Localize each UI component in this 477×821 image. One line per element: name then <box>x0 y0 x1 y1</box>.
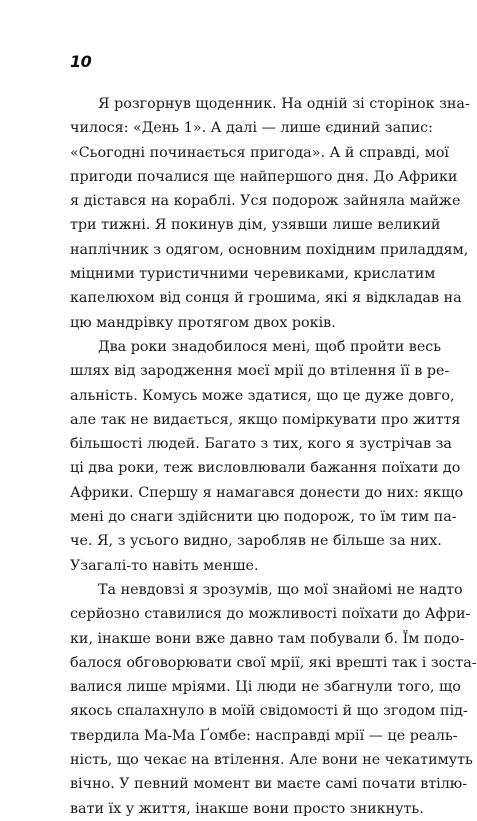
text-line: вічно. У певний момент ви маєте самі почати втілю- <box>70 776 468 793</box>
text-line: якось спалахнуло в моїй свідомості й що згодом під- <box>70 703 468 720</box>
text-line: ність, що чекає на втілення. Але вони не чекатимуть <box>70 752 473 769</box>
paragraph-1 <box>70 92 470 335</box>
body-text <box>70 92 477 821</box>
paragraph-2 <box>70 335 464 578</box>
text-line: чилося: «День 1». А далі — лише єдиний запис: <box>70 120 433 137</box>
text-line: валися лише мріями. Ці люди не збагнули того, що <box>70 679 461 696</box>
text-line: більшості людей. Багато з тих, кого я зустрічав за <box>70 436 452 453</box>
text-line: цю мандрівку протягом двох років. <box>70 314 336 331</box>
text-line: Узагалі-то навіть менше. <box>70 557 259 574</box>
text-line: капелюхом від сонця й грошима, які я відкладав на <box>70 290 462 307</box>
text-line: мені до снаги здійснити цю подорож, то їм тим па- <box>70 509 457 526</box>
text-line: Я розгорнув щоденник. На одній зі сторінок зна- <box>98 96 470 112</box>
text-line: міцними туристичними черевиками, крислатим <box>70 266 436 283</box>
text-line: ці два роки, теж висловлювали бажання поїхати до <box>70 460 461 477</box>
text-line: шлях від зародження моєї мрії до втілення її в ре- <box>70 363 450 380</box>
text-line: твердила Ма-Ма Ґомбе: насправді мрії — це реаль- <box>70 727 458 744</box>
text-line: ки, інакше вони вже давно там побували б. Їм подо- <box>70 630 465 647</box>
page-number: 10 <box>70 52 92 71</box>
text-line: три тижні. Я покинув дім, узявши лише великий <box>70 217 441 234</box>
text-line: серйозно ставилися до можливості поїхати до Афри- <box>70 606 471 623</box>
text-line: пригоди почалися ще найпершого дня. До Африки <box>70 168 458 185</box>
text-line: Два роки знадобилося мені, щоб пройти весь <box>98 338 442 355</box>
text-line: Африки. Спершу я намагався донести до них: якщо <box>70 484 464 501</box>
text-line: вати їх у життя, інакше вони просто зникнуть. <box>70 800 424 817</box>
text-line: че. Я, з усього видно, заробляв не більше за них. <box>70 533 442 550</box>
text-line: але так не видається, якщо поміркувати про життя <box>70 411 461 428</box>
text-line: альність. Комусь може здатися, що це дуже довго, <box>70 387 455 404</box>
text-line: балося обговорювати свої мрії, які врешті так і зоста- <box>70 654 477 671</box>
text-line: Та невдовзі я зрозумів, що мої знайомі не надто <box>98 581 463 598</box>
text-line: я дістався на кораблі. Уся подорож зайняла майже <box>70 193 461 210</box>
text-line: «Сьогодні починається пригода». А й справді, мої <box>70 144 450 161</box>
paragraph-3 <box>70 578 477 821</box>
text-line: наплічник з одягом, основним похідним приладдям, <box>70 241 469 258</box>
